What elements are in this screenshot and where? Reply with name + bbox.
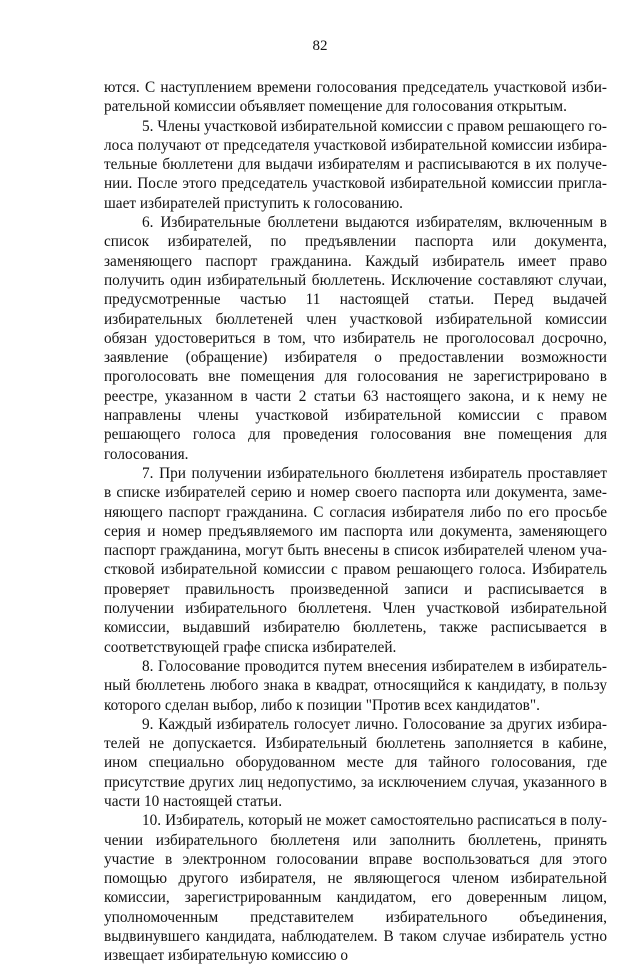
- paragraph-item-9: 9. Каждый избиратель голосует лично. Голосование за других избирателей не допускается. Избирательный бюллетень заполняется в кабине, ином специально оборудованном месте для тайного голосования, где присутствие других лиц недопустимо, за исключением случая, указанного в части 10 настоящей статьи.: [104, 715, 607, 810]
- paragraph-continuation: ются. С наступлением времени голосования председатель участковой избирательной комиссии объявляет помещение для голосования открытым.: [104, 79, 607, 116]
- paragraph-item-5: 5. Члены участковой избирательной комиссии с правом решающего голоса получают от председателя участковой избирательной комиссии избирательные бюллетени для выдачи избирателям и расписываются в их получении. После этого председатель участковой избирательной комиссии приглашает избирателей приступить к голосованию.: [104, 117, 607, 212]
- page-number: 82: [312, 38, 328, 54]
- document-body: [104, 78, 607, 966]
- paragraph-item-8: 8. Голосование проводится путем внесения избирателем в избирательный бюллетень любого знака в квадрат, относящийся к кандидату, в пользу которого сделан выбор, либо к позиции "Против всех кандидатов".: [104, 657, 607, 714]
- paragraph-item-7: 7. При получении избирательного бюллетеня избиратель проставляет в списке избирателей серию и номер своего паспорта или документа, заменяющего паспорт гражданина. С согласия избирателя либо по его просьбе серия и номер предъявляемого им паспорта или документа, заменяющего паспорт гражданина, могут быть внесены в список избирателей членом участковой избирательной комиссии с правом решающего голоса. Избиратель проверяет правильность произведенной записи и расписывается в получении избирательного бюллетеня. Член участковой избирательной комиссии, выдавший избирателю бюллетень, также расписывается в соответствующей графе списка избирателей.: [104, 464, 607, 656]
- paragraph-item-6: 6. Избирательные бюллетени выдаются избирателям, включенным в список избирателей, по предъявлении паспорта или документа, заменяющего паспорт гражданина. Каждый избиратель имеет право получить один избирательный бюллетень. Исключение составляют случаи, предусмотренные частью 11 настоящей статьи. Перед выдачей избирательных бюллетеней член участковой избирательной комиссии обязан удостовериться в том, что избиратель не проголосовал досрочно, заявление (обращение) избирателя о предоставлении возможности проголосовать вне помещения для голосования не зарегистрировано в реестре, указанном в части 2 статьи 63 настоящего закона, и к нему не направлены члены участковой избирательной комиссии с правом решающего голоса для проведения голосования вне помещения для голосования.: [104, 214, 607, 463]
- paragraph-item-10: 10. Избиратель, который не может самостоятельно расписаться в получении избирательного бюллетеня или заполнить бюллетень, принять участие в электронном голосовании вправе воспользоваться для этого помощью другого избирателя, не являющегося членом избирательной комиссии, зарегистрированным кандидатом, его доверенным лицом, уполномоченным представителем избирательного объединения, выдвинувшего кандидата, наблюдателем. В таком случае избиратель устно извещает избирательную комиссию о: [104, 812, 607, 965]
